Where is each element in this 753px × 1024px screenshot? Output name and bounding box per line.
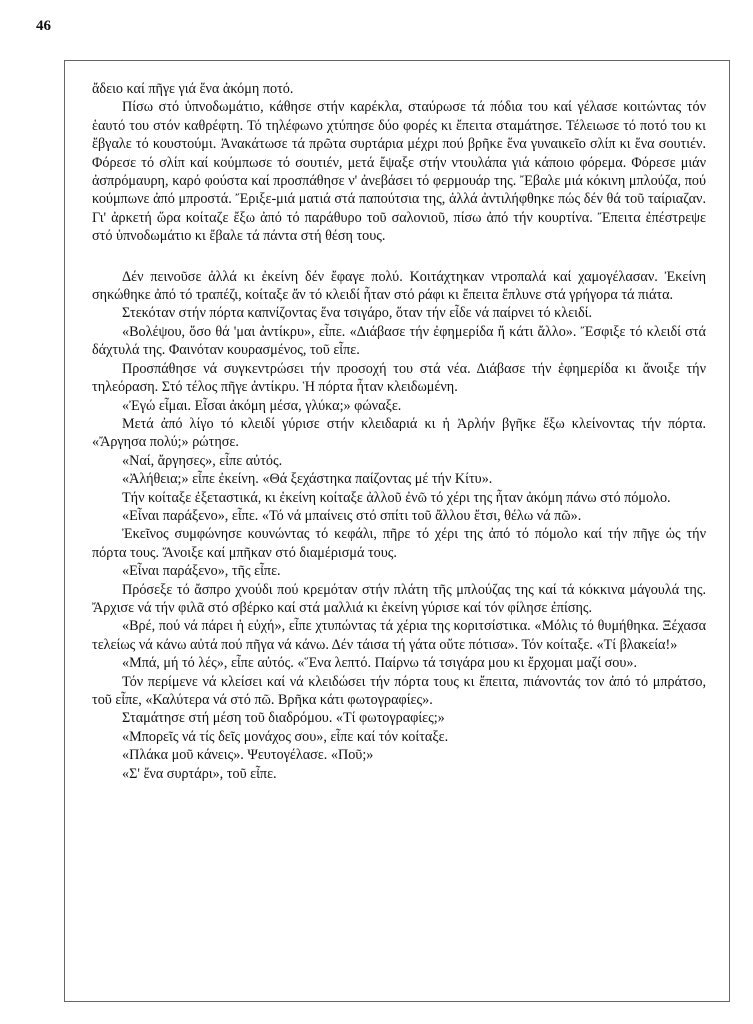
paragraph: Πρόσεξε τό ἄσπρο χνούδι πού κρεμόταν στήν πλάτη τῆς μπλούζας της καί τά κόκκινα μάγουλά της. Ἄρχισε νά τήν φιλᾶ στό σβέρκο καί στά μαλλιά κι ἐκείνη γύρισε καί τόν φίλησε ἐπίσης.	[92, 581, 706, 616]
paragraph: «Εἶναι παράξενο», τῆς εἶπε.	[122, 563, 281, 580]
paragraph: «Σ' ἕνα συρτάρι», τοῦ εἶπε.	[122, 765, 277, 782]
paragraph: «Ἐγώ εἶμαι. Εἶσαι ἀκόμη μέσα, γλύκα;» φώναξε.	[122, 397, 402, 414]
paragraph: Μετά ἀπό λίγο τό κλειδί γύρισε στήν κλειδαριά κι ἡ Ἀρλήν βγῆκε ἔξω κλείνοντας τήν πόρτα. «Ἄργησα πολύ;» ρώτησε.	[92, 415, 706, 451]
paragraph: Δέν πεινοῦσε ἀλλά κι ἐκείνη δέν ἔφαγε πολύ. Κοιτάχτηκαν ντροπαλά καί χαμογέλασαν. Ἐκείνη σηκώθηκε ἀπό τό τραπέζι, κοίταξε ἄν τό κλειδί ἦταν στό ράφι κι ἔπειτα ἔπλυνε στά γρήγορα τά πιάτα.	[92, 268, 706, 304]
paragraph: «Μπορεῖς νά τίς δεῖς μονάχος σου», εἶπε καί τόν κοίταξε.	[122, 728, 449, 745]
paragraph: ἄδειο καί πῆγε γιά ἕνα ἀκόμη ποτό.	[92, 81, 294, 97]
paragraph: Πίσω στό ὑπνοδωμάτιο, κάθησε στήν καρέκλα, σταύρωσε τά πόδια του καί γέλασε κοιτώντας τόν ἑαυτό τoυ στόν καθρέφτη. Τό τηλέφωνο χτύπησε δύο φορές κι ἔπειτα σταμάτησε. Τέλειωσε τό ποτό του κι ἔβγαλε τό κουστούμι. Ἀνακάτωσε τά πρῶτα συρτάρια μέχρι πού βρῆκε ἕνα γυναικεῖο σλίπ κι ἕνα σουτιέν. Φόρεσε τό σλίπ καί κούμπωσε τό σουτιέν, μετά ἔψαξε στήν ντουλάπα γιά κάποιο φόρεμα. Φόρεσε μιάν ἀσπρόμαυρη, καρό φούστα καί προσπάθησε ν' ἀνεβάσει τό φερμουάρ της. Ἔβαλε μιά κόκινη μπλούζα, πού κούμπωνε ἀπό μπροστά. Ἔριξε-μιά ματιά στά παπούτσια της, ἀλλά ἀντιλήφθηκε πώς δέν θά τοῦ ταίριαζαν. Γι' ἀρκετή ὥρα κοίταζε ἔξω ἀπό τό παράθυρο τοῦ σαλονιοῦ, πίσω ἀπό τήν κουρτίνα. Ἔπειτα ἐπέστρεψε στό ὑπνοδωμάτιο κι ἔβαλε τά πάντα στή θέση τους.	[92, 99, 706, 245]
story-text	[92, 80, 706, 783]
paragraph: Προσπάθησε νά συγκεντρώσει τήν προσοχή του στά νέα. Διάβασε τήν ἐφημερίδα κι ἄνοιξε τήν τηλεόραση. Στό τέλος πῆγε ἀντίκρυ. Ἡ πόρτα ἦταν κλειδωμένη.	[92, 360, 706, 396]
paragraph: «Ναί, ἄργησες», εἶπε αὐτός.	[122, 452, 283, 469]
paragraph: «Βρέ, πού νά πάρει ἡ εὐχή», εἶπε χτυπώντας τά χέρια της κοριτσίστικα. «Μόλις τό θυμήθηκα. Ξέχασα τελείως νά κάνω αὐτά πού πῆγα νά κάνω. Δέν τάισα τή γάτα οὔτε πότισα». Τόν κοίταξε. «Τί βλακεία!»	[92, 618, 706, 653]
paragraph: Στεκόταν στήν πόρτα καπνίζοντας ἕνα τσιγάρο, ὅταν τήν εἶδε νά παίρνει τό κλειδί.	[122, 305, 592, 322]
paragraph: «Ἀλήθεια;» εἶπε ἐκείνη. «Θά ξεχάστηκα παίζοντας μέ τήν Κίτυ».	[122, 471, 493, 488]
paragraph: «Εἶναι παράξενο», εἶπε. «Τό νά μπαίνεις στό σπίτι τοῦ ἄλλου ἔτσι, θέλω νά πῶ».	[122, 507, 582, 524]
paragraph: Τήν κοίταξε ἐξεταστικά, κι ἐκείνη κοίταξε ἀλλοῦ ἐνῶ τό χέρι της ἦταν ἀκόμη πάνω στό πόμολο.	[122, 489, 671, 506]
paragraph: Ἐκεῖνος συμφώνησε κουνώντας τό κεφάλι, πῆρε τό χέρι της ἀπό τό πόμολο καί τήν πῆγε ὡς τήν πόρτα τους. Ἄνοιξε καί μπῆκαν στό διαμέρισμά τους.	[92, 526, 706, 561]
page-number: 46	[36, 18, 51, 34]
section-break	[92, 246, 706, 268]
paragraph: «Πλάκα μοῦ κάνεις». Ψευτογέλασε. «Ποῦ;»	[122, 747, 374, 764]
paragraph: «Βολέψου, ὅσο θά 'μαι ἀντίκρυ», εἶπε. «Διάβασε τήν ἐφημερίδα ἤ κάτι ἄλλο». Ἔσφιξε τό κλειδί στά δάχτυλά της. Φαινόταν κουρασμένος, τοῦ εἶπε.	[92, 323, 706, 359]
paragraph: Τόν περίμενε νά κλείσει καί νά κλειδώσει τήν πόρτα τους κι ἔπειτα, πιάνοντάς τον ἀπό τό μπράτσο, τοῦ εἶπε, «Καλύτερα νά στό πῶ. Βρῆκα κάτι φωτογραφίες».	[92, 673, 706, 708]
paragraph: Σταμάτησε στή μέση τοῦ διαδρόμου. «Τί φωτογραφίες;»	[122, 710, 445, 727]
paragraph: «Μπά, μή τό λές», εἶπε αὐτός. «Ἕνα λεπτό. Παίρνω τά τσιγάρα μου κι ἔρχομαι μαζί σου».	[122, 655, 638, 672]
